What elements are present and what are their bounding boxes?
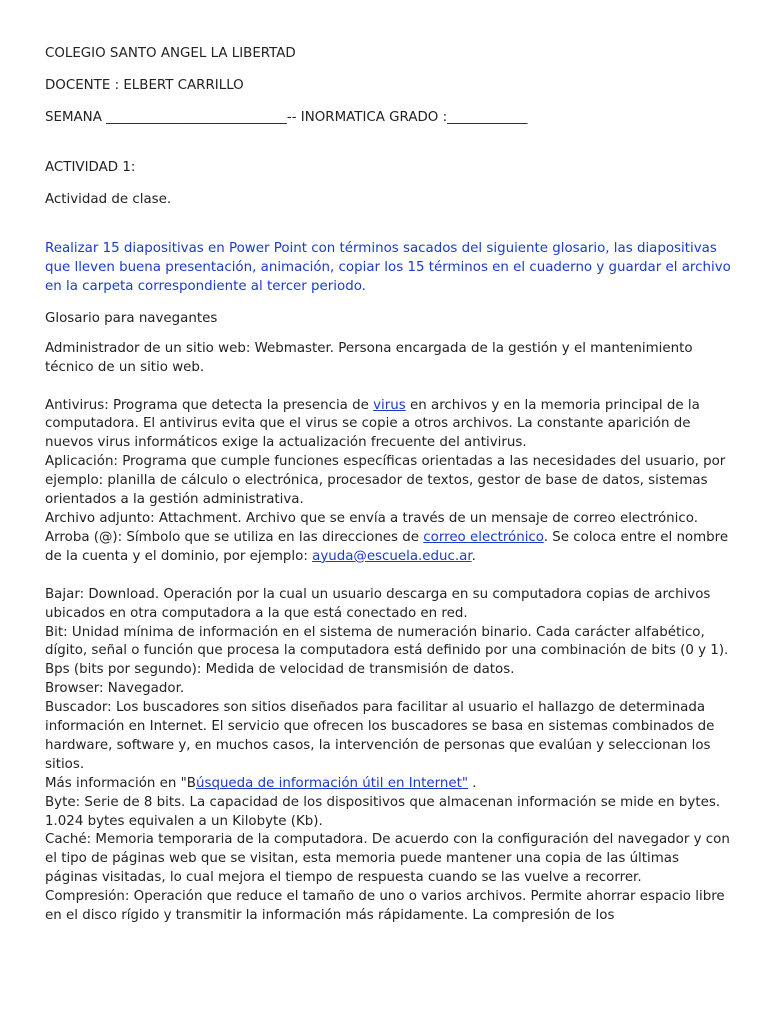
- correo-electronico-link[interactable]: correo electrónico: [423, 529, 544, 545]
- activity-instructions: Realizar 15 diapositivas en Power Point con términos sacados del siguiente glosario, las diapositivas que lleven buena presentación, animación, copiar los 15 términos en el cuaderno y guardar el archivo en la carpeta correspondiente al tercer periodo.: [45, 241, 731, 294]
- school-name: COLEGIO SANTO ANGEL LA LIBERTAD: [45, 46, 296, 61]
- glossary-entry-aplicacion: Aplicación: Programa que cumple funciones específicas orientadas a las necesidades del usuario, por ejemplo: planilla de cálculo o electrónica, procesador de textos, gestor de base de datos, sistemas orientados a la gestión administrativa.: [45, 454, 726, 508]
- glossary-entry-bps: Bps (bits por segundo): Medida de velocidad de transmisión de datos.: [45, 662, 515, 678]
- glossary-entry-bajar: Bajar: Download. Operación por la cual un usuario descarga en su computadora copias de archivos ubicados en otra computadora a la que está conectado en red.: [45, 586, 711, 621]
- glossary-entry-compresion: Compresión: Operación que reduce el tamaño de uno o varios archivos. Permite ahorrar espacio libre en el disco rígido y transmitir la información más rápidamente. La compresión de los: [45, 889, 725, 924]
- glossary-entry-antivirus: Antivirus: Programa que detecta la presencia de virus en archivos y en la memoria principal de la computadora. El antivirus evita que el virus se copie a otros archivos. La constante aparición de nuevos virus informáticos exige la actualización frecuente del antivirus.: [45, 397, 700, 451]
- glossary-entry-browser: Browser: Navegador.: [45, 681, 185, 697]
- glossary-entry-webmaster: Administrador de un sitio web: Webmaster. Persona encargada de la gestión y el mantenimiento técnico de un sitio web.: [45, 340, 693, 375]
- document-page: [45, 44, 735, 926]
- glossary-entry-cache: Caché: Memoria temporaria de la computadora. De acuerdo con la configuración del navegador y con el tipo de páginas web que se visitan, esta memoria puede mantener una copia de las últimas páginas visitadas, lo cual mejora el tiempo de respuesta cuando se las vuelve a recorrer.: [45, 832, 730, 886]
- teacher-line: DOCENTE : ELBERT CARRILLO: [45, 78, 244, 93]
- week-grade-line: SEMANA ___________________________-- INORMATICA GRADO :____________: [45, 110, 528, 125]
- glossary-title: Glosario para navegantes: [45, 310, 218, 326]
- glossary-entry-adjunto: Archivo adjunto: Attachment. Archivo que se envía a través de un mensaje de correo electrónico.: [45, 510, 698, 526]
- virus-link[interactable]: virus: [373, 397, 406, 413]
- activity-title: ACTIVIDAD 1:: [45, 160, 136, 175]
- busqueda-link[interactable]: úsqueda de información útil en Internet": [195, 775, 469, 791]
- glossary-entry-bit: Bit: Unidad mínima de información en el sistema de numeración binario. Cada carácter alfabético, dígito, señal o función que procesa la computadora está definido por una combinación de bits (0 y 1).: [45, 624, 729, 659]
- glossary-entry-buscador: Buscador: Los buscadores son sitios diseñados para facilitar al usuario el hallazgo de determinada información en Internet. El servicio que ofrecen los buscadores se basa en sistemas combinados de hardware, software y, en muchos casos, la intervención de personas que evalúan y seleccionan los sitios.: [45, 700, 715, 772]
- glossary-more-info: Más información en "Búsqueda de información útil en Internet" .: [45, 775, 477, 791]
- glossary-entry-byte: Byte: Serie de 8 bits. La capacidad de los dispositivos que almacenan información se mide en bytes. 1.024 bytes equivalen a un Kilobyte (Kb).: [45, 794, 721, 829]
- activity-subtitle: Actividad de clase.: [45, 192, 172, 207]
- glossary-entry-arroba: Arroba (@): Símbolo que se utiliza en las direcciones de correo electrónico. Se coloca entre el nombre de la cuenta y el dominio, por ejemplo: ayuda@escuela.educ.ar.: [45, 529, 729, 564]
- email-link[interactable]: ayuda@escuela.educ.ar: [312, 548, 472, 564]
